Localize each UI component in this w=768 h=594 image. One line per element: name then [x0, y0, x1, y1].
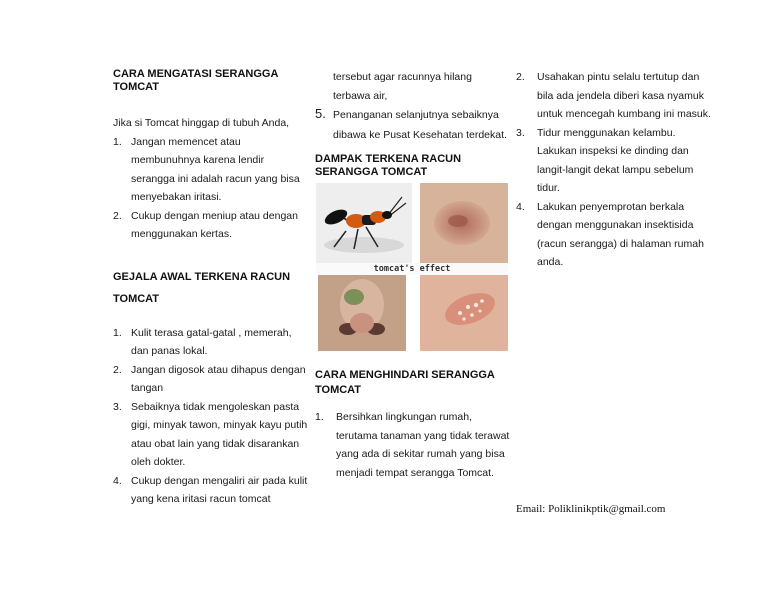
list-number: 2.: [516, 71, 525, 83]
list-number: 3.: [516, 126, 525, 139]
list-item: [315, 105, 515, 145]
nose-icon: [318, 275, 406, 351]
list-text: Cukup dengan meniup atau dengan menggunakan kertas.: [131, 209, 298, 240]
tomcat-insect-photo: [316, 183, 412, 263]
list-text: Kulit terasa gatal-gatal , memerah, dan panas lokal.: [131, 326, 292, 357]
list-item: [516, 68, 716, 124]
list-text: Sebaiknya tidak mengoleskan pasta gigi, minyak tawon, minyak kayu putih atau obat lain yang tidak disarankan oleh dokter.: [131, 400, 308, 468]
list-text: Cukup dengan mengaliri air pada kulit yang kena iritasi racun tomcat: [131, 474, 308, 505]
list-number: 2.: [113, 209, 122, 222]
column-middle-lower: [315, 368, 515, 482]
heading-cara-menghindari: CARA MENGHINDARI SERANGGA TOMCAT: [315, 369, 495, 396]
list-item: [113, 472, 309, 509]
list-number: 1.: [113, 326, 122, 339]
list-number: 3.: [113, 400, 122, 413]
list-number: 5.: [315, 106, 326, 121]
list-item: [113, 324, 309, 361]
list-text: Bersihkan lingkungan rumah, terutama tanaman yang tidak terawat yang ada di sekitar rumah yang bisa menjadi tempat serangga Tomcat.: [336, 411, 510, 479]
blister-icon: [420, 275, 508, 351]
list-number: 4.: [113, 474, 122, 487]
heading-cara-mengatasi: CARA MENGATASI SERANGGA TOMCAT: [113, 68, 278, 93]
continued-text: tersebut agar racunnya hilang terbawa air,: [333, 71, 472, 102]
tomcat-beetle-icon: [316, 183, 412, 263]
column-middle: [315, 68, 515, 179]
list-item: [516, 124, 716, 198]
list-item: [113, 133, 305, 207]
list-gejala: [113, 324, 309, 509]
list-text: Usahakan pintu selalu tertutup dan bila ada jendela diberi kasa nyamuk untuk mencegah kumbang ini masuk.: [537, 71, 711, 120]
list-menghindari-continued: [516, 68, 716, 272]
list-text: Jangan digosok atau dihapus dengan tangan: [131, 363, 306, 394]
heading-gejala-awal: GEJALA AWAL TERKENA RACUN TOMCAT: [113, 270, 291, 305]
list-number: 2.: [113, 363, 122, 376]
heading-dampak: DAMPAK TERKENA RACUN SERANGGA TOMCAT: [315, 153, 462, 178]
list-menghindari: [315, 408, 510, 482]
list-item: [113, 207, 305, 244]
list-item: [113, 361, 309, 398]
column-left: [113, 68, 313, 509]
rash-icon: [420, 183, 508, 263]
list-text: Tidur menggunakan kelambu. Lakukan inspeksi ke dinding dan langit-langit dekat lampu sebelum tidur.: [537, 126, 694, 194]
list-text: Lakukan penyemprotan berkala dengan menggunakan insektisida (racun serangga) di halaman rumah anda.: [537, 200, 704, 268]
list-text: Jangan memencet atau membunuhnya karena lendir serangga ini adalah racun yang bisa menyebakan iritasi.: [131, 135, 300, 203]
contact-email[interactable]: Email: Poliklinikptik@gmail.com: [516, 503, 666, 515]
photo-caption: tomcat's effect: [316, 263, 508, 275]
skin-rash-photo-2: [420, 275, 508, 351]
column-right: [516, 68, 716, 272]
list-text: Penanganan selanjutnya sebaiknya dibawa ke Pusat Kesehatan terdekat.: [333, 109, 507, 141]
nose-rash-photo: [318, 275, 406, 351]
skin-rash-photo-1: [420, 183, 508, 263]
list-mengatasi-continued: [315, 105, 515, 145]
intro-text: Jika si Tomcat hinggap di tubuh Anda,: [113, 117, 290, 129]
list-mengatasi: [113, 133, 305, 244]
list-item: [315, 408, 510, 482]
list-item: [516, 198, 716, 272]
tomcat-effect-photos: [316, 183, 508, 351]
list-item: [113, 398, 309, 472]
list-number: 1.: [315, 411, 324, 423]
list-number: 1.: [113, 135, 122, 148]
list-number: 4.: [516, 200, 525, 213]
